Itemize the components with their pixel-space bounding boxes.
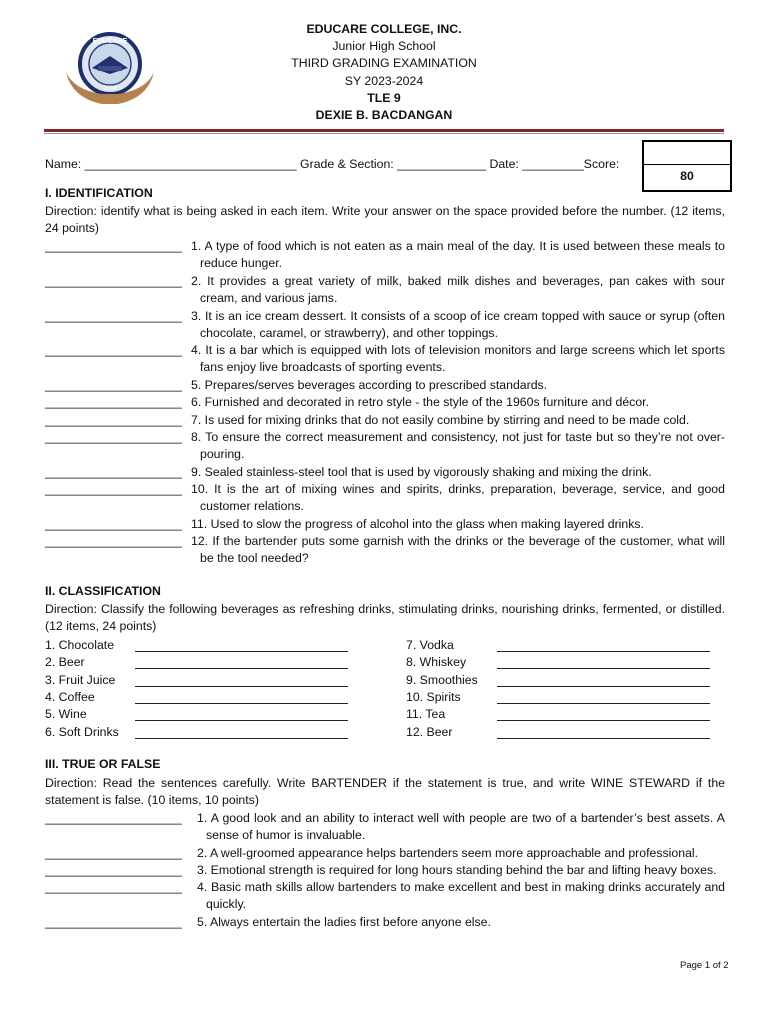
answer-blank[interactable]: ____________________ [45, 343, 182, 357]
answer-blank[interactable]: ____________________ [45, 534, 182, 548]
question-text: 8. To ensure the correct measurement and consistency, not just for taste but so they’re not over-pouring. [191, 430, 725, 462]
question-text: 11. Used to slow the progress of alcohol into the glass when making layered drinks. [191, 517, 644, 531]
question-text: 6. Furnished and decorated in retro style - the style of the 1960s furniture and décor. [191, 395, 649, 409]
answer-blank[interactable]: ____________________ [45, 880, 182, 894]
beverage-item: 9. Smoothies [406, 672, 478, 687]
identification-item [45, 533, 725, 568]
school-name: EDUCARE COLLEGE, INC. [306, 22, 462, 36]
answer-line[interactable] [497, 651, 710, 652]
answer-line[interactable] [135, 738, 348, 739]
logo-year: 2004 [103, 86, 117, 92]
true-false-item [45, 845, 725, 862]
true-false-item [45, 879, 725, 914]
true-false-item [45, 862, 725, 879]
question-text: 7. Is used for mixing drinks that do not easily combine by stirring and need to be made cold. [191, 413, 690, 427]
beverage-item: 5. Wine [45, 707, 87, 722]
question-text: 10. It is the art of mixing wines and spirits, drinks, preparation, beverage, service, and good customer relations. [191, 482, 725, 514]
section-classification-title: II. CLASSIFICATION [45, 584, 161, 598]
true-false-item [45, 914, 725, 931]
identification-item [45, 273, 725, 308]
section-identification-title: I. IDENTIFICATION [45, 186, 153, 200]
beverage-item: 11. Tea [406, 707, 446, 722]
answer-line[interactable] [497, 738, 710, 739]
answer-line[interactable] [135, 703, 348, 704]
answer-blank[interactable]: ____________________ [45, 846, 182, 860]
header-divider-thin [44, 133, 724, 134]
section-true-false-direction: Direction: Read the sentences carefully. Write BARTENDER if the statement is true, and write WINE STEWARD if the statement is false. (10 items, 10 points) [45, 776, 725, 808]
identification-item [45, 377, 725, 394]
beverage-item: 4. Coffee [45, 689, 95, 704]
answer-blank[interactable]: ____________________ [45, 413, 182, 427]
beverage-item: 3. Fruit Juice [45, 672, 116, 687]
answer-line[interactable] [135, 720, 348, 721]
true-false-item [45, 810, 725, 845]
answer-blank[interactable]: ____________________ [45, 430, 182, 444]
identification-item [45, 342, 725, 377]
answer-line[interactable] [497, 668, 710, 669]
answer-blank[interactable]: ____________________ [45, 465, 182, 479]
beverage-item: 10. Spirits [406, 689, 461, 704]
department: Junior High School [332, 39, 436, 54]
statement-text: 1. A good look and an ability to interact well with people are two of a bartender’s best assets. A sense of humor is invaluable. [197, 811, 725, 843]
score-value: 80 [680, 169, 694, 183]
answer-blank[interactable]: ____________________ [45, 378, 182, 392]
identification-item [45, 308, 725, 343]
score-box [642, 140, 732, 192]
student-info-line[interactable]: Name: _______________________________ Grade & Section: _____________ Date: _________Score: [45, 157, 620, 171]
beverage-item: 1. Chocolate [45, 638, 115, 652]
header-divider [44, 129, 724, 132]
answer-blank[interactable]: ____________________ [45, 309, 182, 323]
question-text: 4. It is a bar which is equipped with lots of television monitors and large screens which let sports fans enjoy live broadcasts of sporting events. [191, 343, 725, 375]
section-classification-direction: Direction: Classify the following beverages as refreshing drinks, stimulating drinks, nourishing drinks, fermented, or distilled. (12 items, 24 points) [45, 602, 725, 634]
beverage-item: 8. Whiskey [406, 655, 467, 670]
answer-line[interactable] [135, 668, 348, 669]
beverage-item: 12. Beer [406, 724, 453, 739]
identification-item [45, 516, 725, 533]
statement-text: 3. Emotional strength is required for long hours standing behind the bar and lifting heavy boxes. [197, 863, 717, 877]
statement-text: 5. Always entertain the ladies first before anyone else. [197, 915, 491, 929]
page-number: Page 1 of 2 [680, 960, 729, 971]
question-text: 3. It is an ice cream dessert. It consists of a scoop of ice cream topped with sauce or syrup (often chocolate, caramel, or strawberry), and other toppings. [191, 309, 725, 341]
answer-line[interactable] [135, 651, 348, 652]
statement-text: 2. A well-groomed appearance helps bartenders seem more approachable and professional. [197, 846, 699, 860]
question-text: 12. If the bartender puts some garnish with the drinks or the beverage of the customer, what will be the tool needed? [191, 534, 725, 566]
question-text: 5. Prepares/serves beverages according to prescribed standards. [191, 378, 548, 392]
question-text: 9. Sealed stainless-steel tool that is used by vigorously shaking and mixing the drink. [191, 465, 652, 479]
answer-line[interactable] [497, 703, 710, 704]
identification-item [45, 412, 725, 429]
identification-item [45, 394, 725, 411]
beverage-item: 6. Soft Drinks [45, 724, 119, 739]
answer-blank[interactable]: ____________________ [45, 482, 182, 496]
question-text: 1. A type of food which is not eaten as a main meal of the day. It is used between these meals to reduce hunger. [191, 239, 725, 271]
answer-blank[interactable]: ____________________ [45, 395, 182, 409]
question-text: 2. It provides a great variety of milk, baked milk dishes and beverages, pan cakes with sour cream, and various jams. [191, 274, 725, 306]
beverage-item: 2. Beer [45, 655, 85, 670]
answer-blank[interactable]: ____________________ [45, 517, 182, 531]
section-identification-direction: Direction: identify what is being asked in each item. Write your answer on the space provided before the number. (12 items, 24 points) [45, 204, 725, 236]
answer-line[interactable] [135, 686, 348, 687]
identification-item [45, 429, 725, 464]
identification-item [45, 481, 725, 516]
answer-blank[interactable]: ____________________ [45, 811, 182, 825]
identification-item [45, 464, 725, 481]
section-true-false-title: III. TRUE OR FALSE [45, 757, 161, 771]
teacher-name: DEXIE B. BACDANGAN [315, 108, 453, 123]
answer-blank[interactable]: ____________________ [45, 863, 182, 877]
answer-blank[interactable]: ____________________ [45, 274, 182, 288]
subject: TLE 9 [367, 90, 401, 105]
answer-line[interactable] [497, 686, 710, 687]
answer-blank[interactable]: ____________________ [45, 915, 182, 929]
school-year: SY 2023-2024 [344, 73, 424, 88]
answer-line[interactable] [497, 720, 710, 721]
statement-text: 4. Basic math skills allow bartenders to make excellent and best in making drinks accurately and quickly. [197, 880, 725, 912]
exam-header [0, 21, 768, 124]
identification-item [45, 238, 725, 273]
logo-text: EDUCARE [92, 38, 128, 45]
answer-blank[interactable]: ____________________ [45, 239, 182, 253]
exam-title: THIRD GRADING EXAMINATION [291, 56, 477, 71]
beverage-item: 7. Vodka [406, 638, 454, 652]
